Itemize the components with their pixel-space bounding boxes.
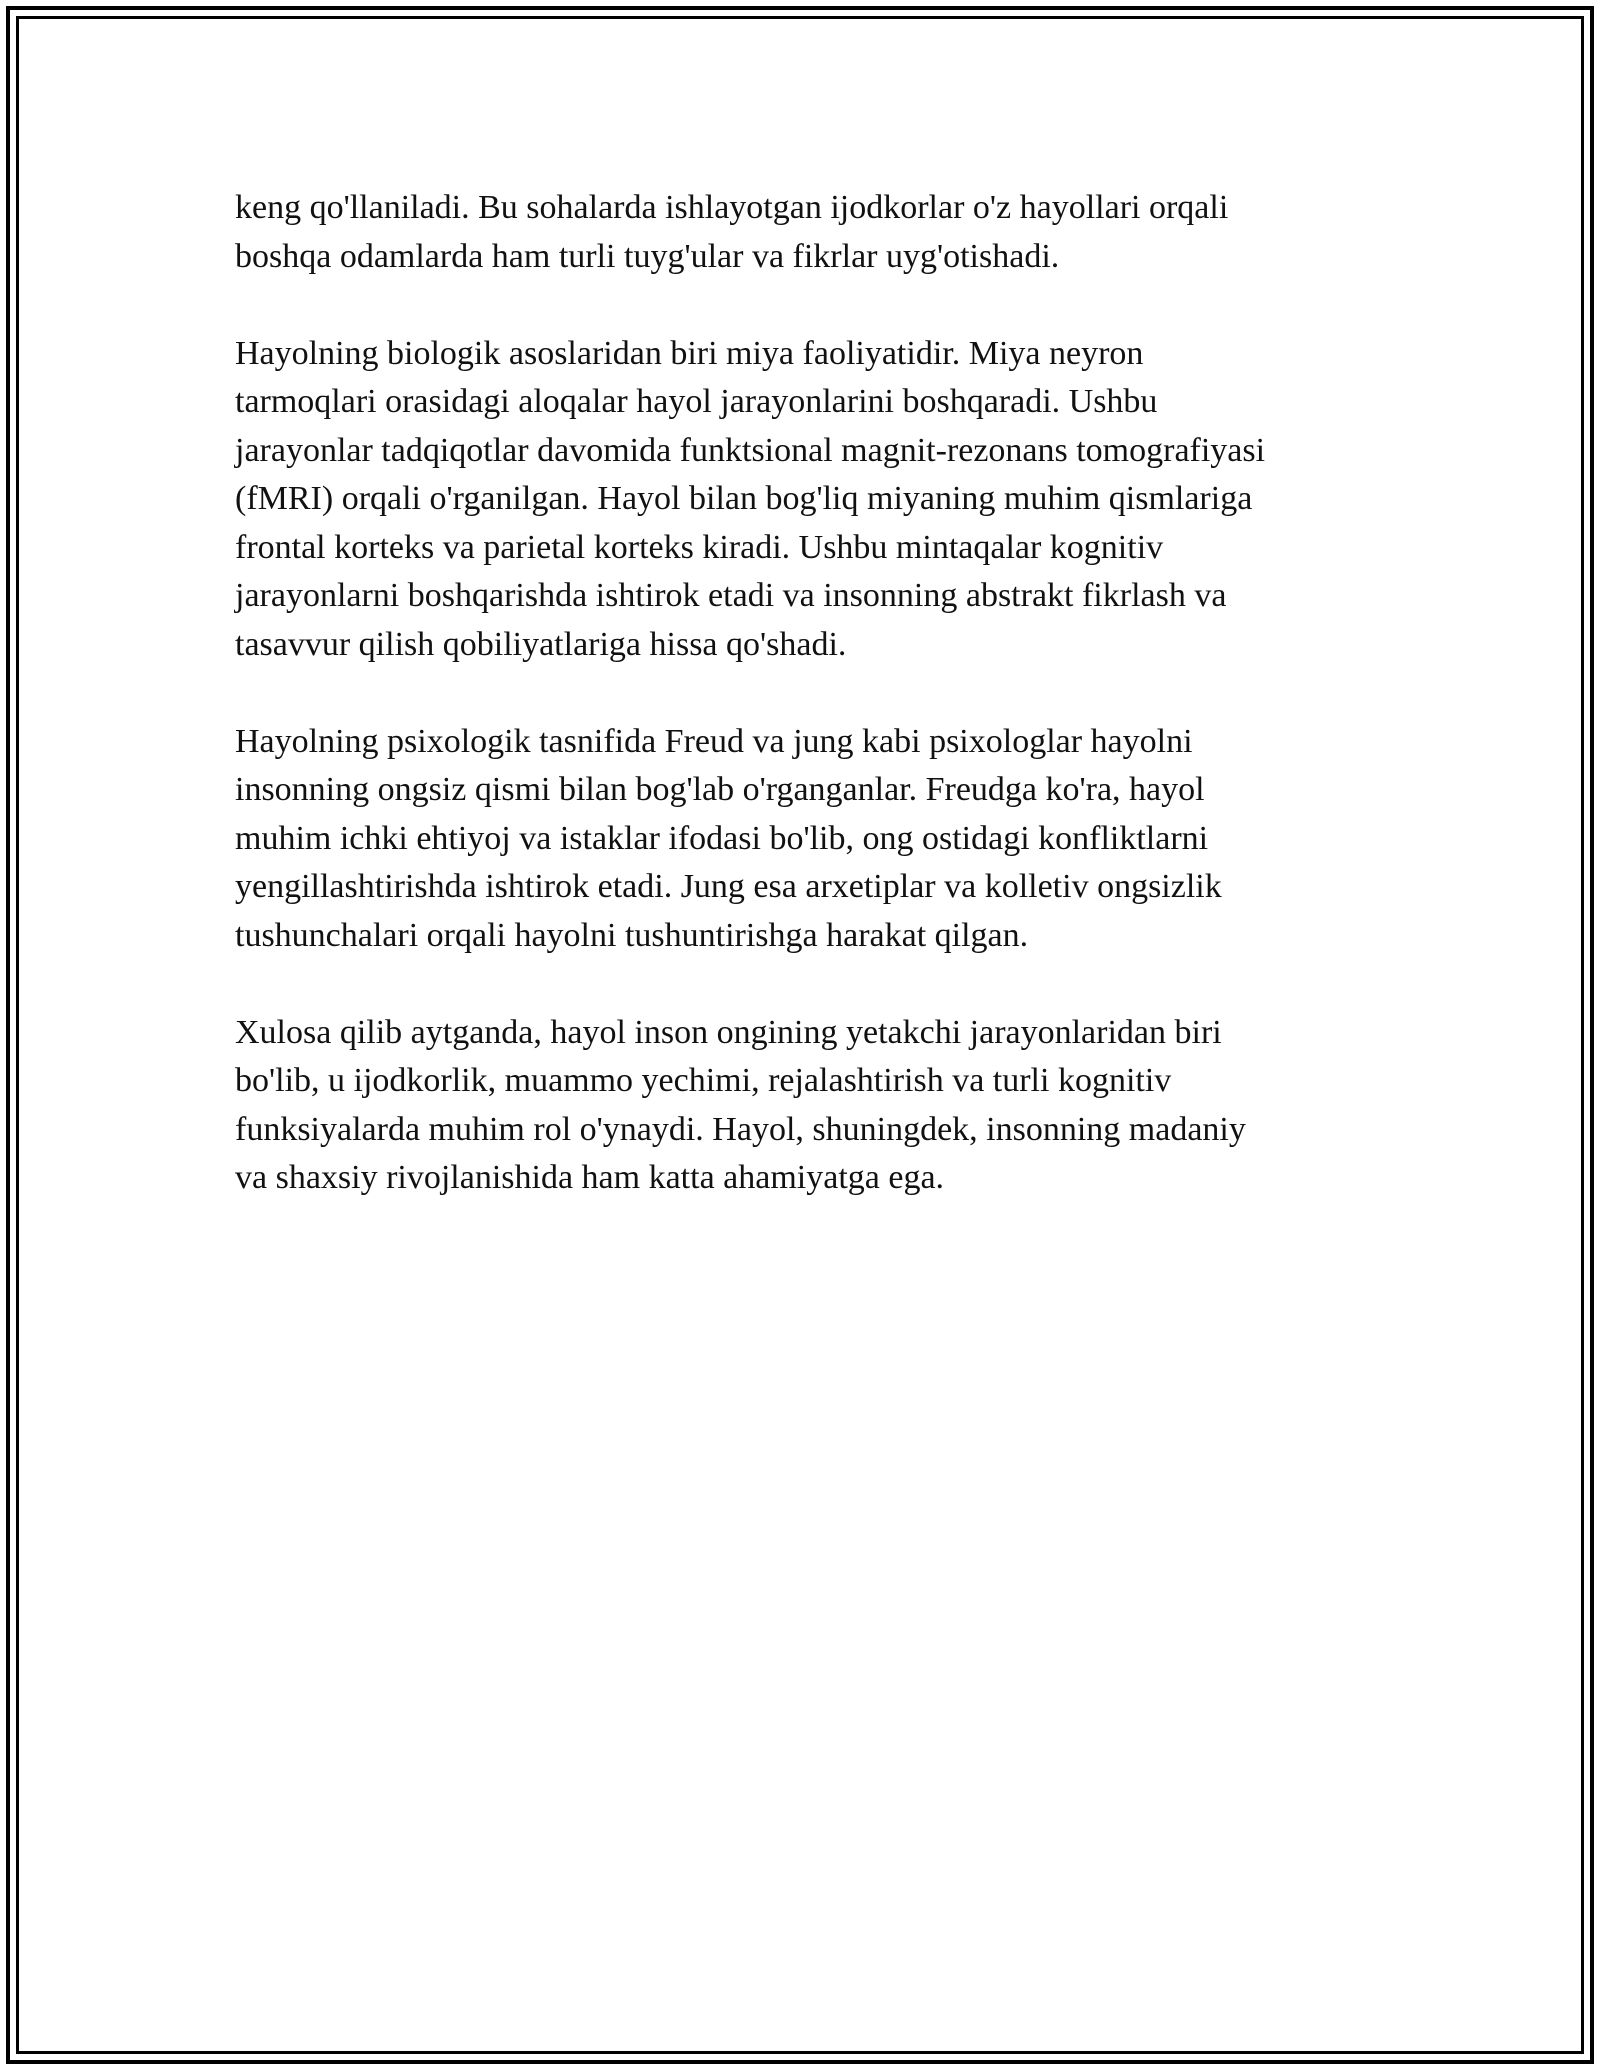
paragraph-biological-basis: Hayolning biologik asoslaridan biri miya faoliyatidir. Miya neyron tarmoqlari orasidagi aloqalar hayol jarayonlarini boshqaradi. Ushbu jarayonlar tadqiqotlar davomida funktsional magnit-rezonans tomografiyasi (fMRI) orqali o'rganilgan. Hayol bilan bog'liq miyaning muhim qismlariga frontal korteks va parietal korteks kiradi. Ushbu mintaqalar kognitiv jarayonlarni boshqarishda ishtirok etadi va insonning abstrakt fikrlash va tasavvur qilish qobiliyatlariga hissa qo'shadi. (235, 334, 1266, 663)
document-body (235, 184, 1385, 1251)
paragraph-conclusion: Xulosa qilib aytganda, hayol inson ongining yetakchi jarayonlaridan biri bo'lib, u ijodkorlik, muammo yechimi, rejalashtirish va turli kognitiv funksiyalarda muhim rol o'ynaydi. Hayol, shuningdek, insonning madaniy va shaxsiy rivojlanishida ham katta ahamiyatga ega. (235, 1013, 1246, 1196)
paragraph-psychological-classification: Hayolning psixologik tasnifida Freud va jung kabi psixologlar hayolni insonning ongsiz qismi bilan bog'lab o'rganganlar. Freudga ko'ra, hayol muhim ichki ehtiyoj va istaklar ifodasi bo'lib, ong ostidagi konfliktlarni yengillashtirishda ishtirok etadi. Jung esa arxetiplar va kolletiv ongsizlik tushunchalari orqali hayolni tushuntirishga harakat qilgan. (235, 722, 1222, 954)
paragraph-media-usage: keng qo'llaniladi. Bu sohalarda ishlayotgan ijodkorlar o'z hayollari orqali boshqa odamlarda ham turli tuyg'ular va fikrlar uyg'otishadi. (235, 189, 1229, 275)
